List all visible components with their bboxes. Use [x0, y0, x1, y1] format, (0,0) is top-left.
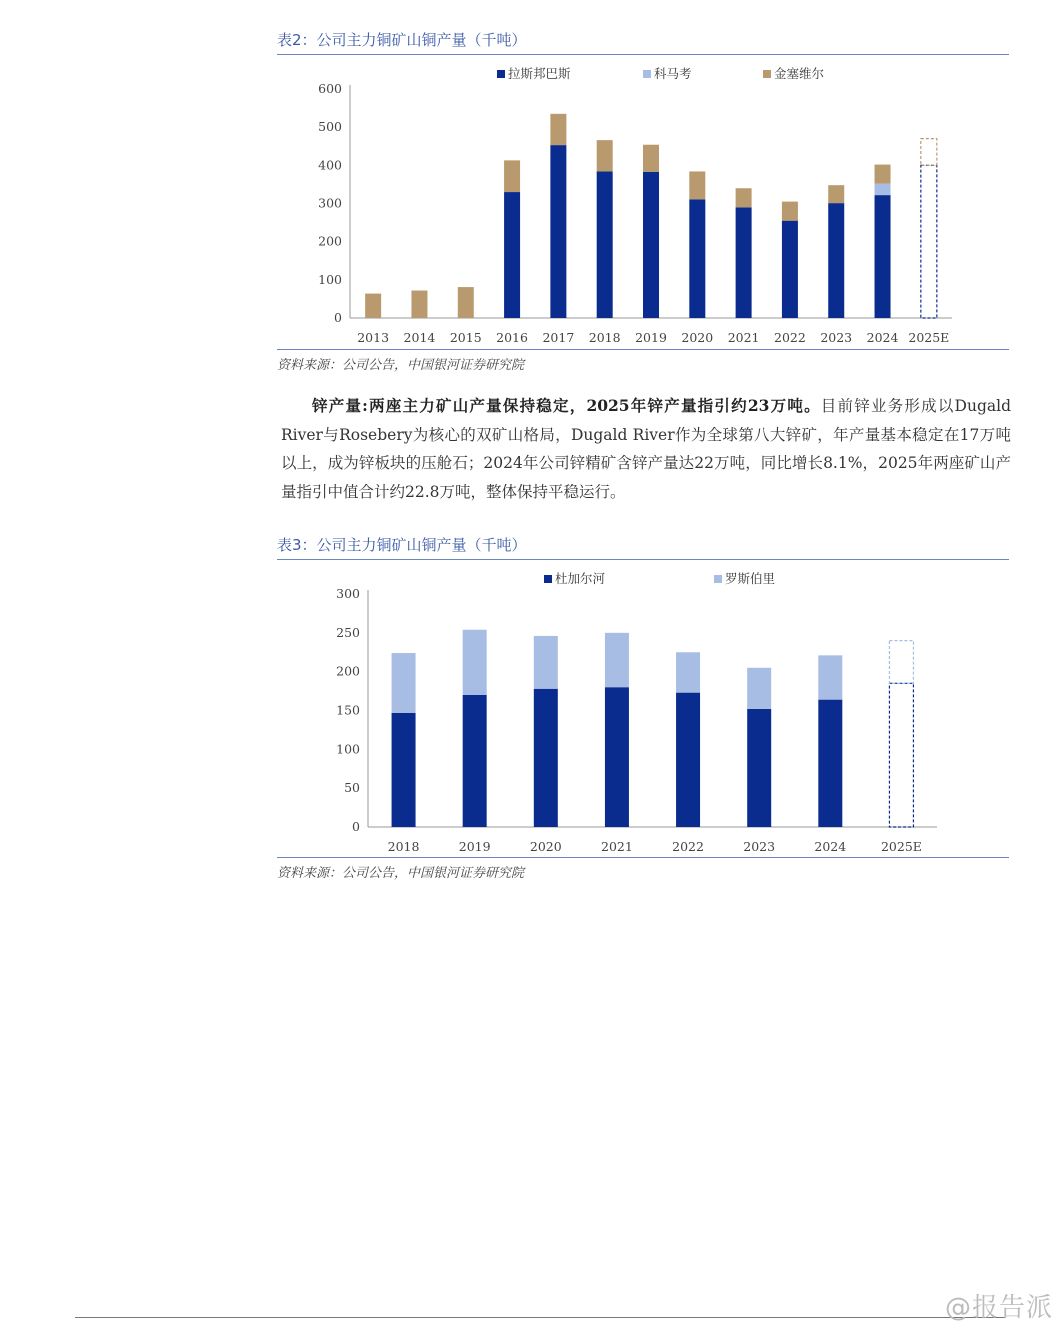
x-tick-label: 2018: [387, 839, 420, 854]
x-tick-label: 2016: [496, 330, 528, 345]
x-tick-label: 2024: [814, 839, 847, 854]
legend-swatch: [643, 70, 651, 78]
bar-2020-拉斯邦巴斯: [689, 199, 705, 318]
y-tick-label: 300: [336, 586, 360, 601]
bar-2022-杜加尔河: [676, 693, 700, 827]
x-tick-label: 2020: [529, 839, 562, 854]
bar-2022-拉斯邦巴斯: [782, 221, 798, 318]
x-tick-label: 2020: [681, 330, 714, 345]
y-tick-label: 50: [344, 780, 360, 796]
bar-2020-罗斯伯里: [534, 636, 558, 689]
figure2-bottom-rule: [277, 857, 1009, 858]
y-tick-label: 600: [318, 81, 342, 96]
x-tick-label: 2021: [601, 839, 633, 854]
y-tick-label: 0: [334, 310, 342, 325]
y-tick-label: 200: [318, 233, 342, 249]
watermark: @报告派: [944, 1293, 1053, 1323]
bar-2015-金塞维尔: [458, 287, 474, 318]
bar-2020-金塞维尔: [689, 171, 705, 199]
x-tick-label: 2017: [542, 330, 575, 345]
bar-2020-杜加尔河: [534, 689, 558, 827]
x-tick-label: 2022: [672, 839, 704, 854]
bar-2025E-金塞维尔: [921, 139, 937, 166]
y-tick-label: 500: [318, 119, 342, 135]
bar-2022-金塞维尔: [782, 202, 798, 221]
x-tick-label: 2019: [458, 839, 491, 854]
bar-2017-金塞维尔: [550, 114, 566, 145]
x-tick-label: 2021: [727, 330, 760, 345]
y-tick-label: 400: [318, 157, 342, 173]
legend-label: 拉斯邦巴斯: [508, 66, 571, 81]
figure1-bottom-rule: [277, 349, 1009, 350]
bar-2016-金塞维尔: [504, 160, 520, 192]
paragraph-body: 目前锌业务形成以Dugald River与Rosebery为核心的双矿山格局，Dugald River作为全球第八大锌矿，年产量基本稳定在17万吨以上，成为锌板块的压舱石；2024年公司锌精矿含锌产量达22万吨，同比增长8.1%，2025年两座矿山产量指引中值合计约22.8万吨，整体保持平稳运行。: [281, 397, 1012, 501]
legend-swatch: [763, 70, 771, 78]
chart-zinc-output: [277, 563, 1009, 857]
y-tick-label: 200: [336, 663, 360, 679]
x-tick-label: 2013: [357, 330, 390, 345]
y-tick-label: 100: [336, 741, 360, 757]
legend-swatch: [544, 575, 552, 583]
bar-2023-拉斯邦巴斯: [828, 203, 844, 318]
bar-2021-拉斯邦巴斯: [736, 207, 752, 318]
footer-rule: [75, 1317, 1005, 1318]
bar-2024-拉斯邦巴斯: [875, 195, 891, 318]
bar-2017-拉斯邦巴斯: [550, 145, 566, 318]
bar-2024-科马考: [875, 184, 891, 195]
bar-2019-金塞维尔: [643, 145, 659, 172]
y-tick-label: 250: [336, 624, 360, 640]
bar-2024-罗斯伯里: [818, 655, 842, 699]
bar-2024-杜加尔河: [818, 700, 842, 827]
bar-2018-罗斯伯里: [392, 653, 416, 713]
bar-2022-罗斯伯里: [676, 652, 700, 692]
y-tick-label: 150: [336, 702, 360, 718]
legend-label: 罗斯伯里: [725, 571, 776, 586]
bar-2019-杜加尔河: [463, 695, 487, 827]
x-tick-label: 2022: [774, 330, 806, 345]
bar-2023-罗斯伯里: [747, 668, 771, 709]
bar-2025E-罗斯伯里: [889, 641, 913, 684]
paragraph-lead: 锌产量:两座主力矿山产量保持稳定，2025年锌产量指引约23万吨。: [312, 396, 821, 415]
figure1-caption: 表2：公司主力铜矿山铜产量（千吨）: [277, 29, 1009, 55]
x-tick-label: 2014: [403, 330, 436, 345]
legend-label: 杜加尔河: [555, 571, 606, 586]
y-tick-label: 100: [318, 271, 342, 287]
bar-2013-金塞维尔: [365, 294, 381, 318]
bar-2018-拉斯邦巴斯: [597, 171, 613, 318]
bar-2016-拉斯邦巴斯: [504, 192, 520, 318]
bar-2024-金塞维尔: [875, 165, 891, 184]
bar-2019-罗斯伯里: [463, 630, 487, 695]
bar-2023-金塞维尔: [828, 185, 844, 203]
legend-swatch: [497, 70, 505, 78]
x-tick-label: 2018: [588, 330, 621, 345]
body-paragraph: [281, 392, 1011, 506]
legend-label: 金塞维尔: [774, 66, 825, 81]
figure2-source: 资料来源：公司公告，中国银河证券研究院: [277, 866, 525, 881]
legend-swatch: [714, 575, 722, 583]
bar-2021-杜加尔河: [605, 687, 629, 827]
y-tick-label: 300: [318, 195, 342, 211]
figure1-source: 资料来源：公司公告，中国银河证券研究院: [277, 358, 525, 373]
x-tick-label: 2025E: [880, 839, 922, 854]
x-tick-label: 2023: [820, 330, 853, 345]
x-tick-label: 2025E: [908, 330, 950, 345]
bar-2014-金塞维尔: [411, 291, 427, 318]
bar-2019-拉斯邦巴斯: [643, 172, 659, 318]
y-tick-label: 0: [352, 819, 360, 834]
bar-2023-杜加尔河: [747, 709, 771, 827]
x-tick-label: 2015: [449, 330, 482, 345]
chart-copper-output: [277, 58, 1009, 350]
legend-label: 科马考: [654, 66, 692, 81]
x-tick-label: 2019: [635, 330, 667, 345]
figure2-caption: 表3：公司主力铜矿山铜产量（千吨）: [277, 534, 1009, 560]
x-tick-label: 2024: [866, 330, 899, 345]
bar-2025E-拉斯邦巴斯: [921, 165, 937, 318]
bar-2018-杜加尔河: [392, 713, 416, 827]
bar-2021-罗斯伯里: [605, 633, 629, 687]
bar-2021-金塞维尔: [736, 188, 752, 207]
bar-2025E-杜加尔河: [889, 683, 913, 827]
x-tick-label: 2023: [743, 839, 776, 854]
bar-2018-金塞维尔: [597, 140, 613, 171]
